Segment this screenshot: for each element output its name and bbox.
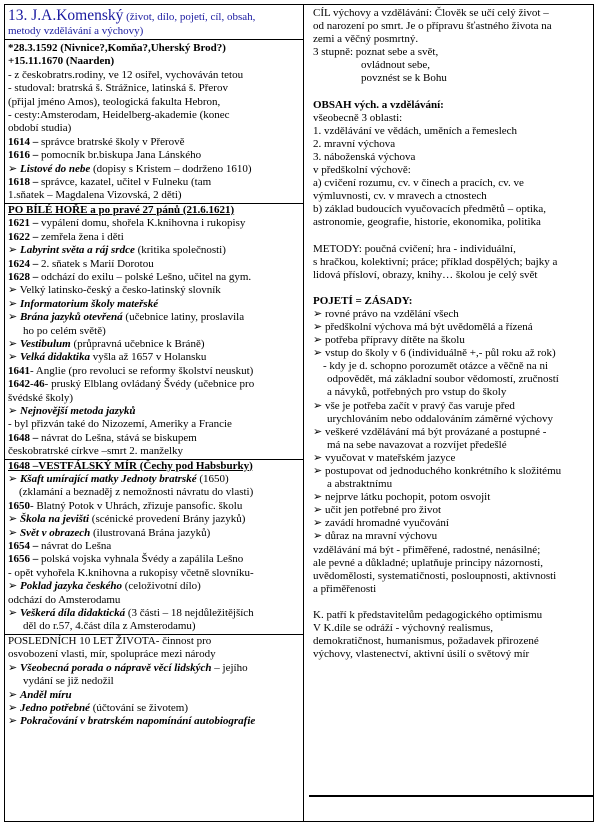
right-line: a abstraktnímu bbox=[327, 478, 393, 491]
bullet-arrow-icon: ➢ bbox=[8, 404, 20, 417]
work-title: Veškerá díla didaktická bbox=[19, 607, 126, 620]
left-line bbox=[5, 527, 303, 540]
right-line: 2. mravní výchova bbox=[313, 137, 396, 150]
right-line: ➢ vše je potřeba začít v pravý čas varuje před bbox=[313, 399, 515, 412]
right-line: POJETÍ = ZÁSADY: bbox=[313, 294, 413, 307]
left-line bbox=[5, 271, 303, 284]
left-line: PO BÍLÉ HOŘE a po pravé 27 pánů (21.6.1621) bbox=[5, 203, 303, 217]
right-line: astronomie, geografie, historie, ekonomika, politika bbox=[313, 216, 541, 229]
work-title: Listové do nebe bbox=[19, 162, 91, 175]
left-line: ➢ Velký latinsko-český a česko-latinský slovník bbox=[8, 284, 221, 297]
left-line bbox=[5, 217, 303, 230]
left-line: - z českobratrs.rodiny, ve 12 osiřel, vychováván tetou bbox=[8, 68, 244, 81]
work-note: (scénické provedení Brány jazyků) bbox=[89, 513, 246, 526]
year: 1648 – bbox=[8, 431, 39, 444]
right-line: ➢ důraz na mravní výchovu bbox=[313, 530, 438, 543]
work-title: Škola na jevišti bbox=[19, 513, 90, 526]
left-line: - cesty:Amsterodam, Heidelberg-akademie (konec bbox=[8, 109, 230, 122]
year: 1641 bbox=[8, 364, 30, 377]
event: - Anglie (pro revoluci se reformy školství neuskut) bbox=[30, 364, 254, 377]
right-line: ➢ rovné právo na vzdělání všech bbox=[313, 307, 459, 320]
work-title: Informatorium školy mateřské bbox=[19, 297, 159, 310]
life-timeline bbox=[5, 40, 303, 729]
left-line bbox=[5, 244, 303, 257]
work-note: (1650) bbox=[196, 473, 229, 485]
bullet-arrow-icon: ➢ bbox=[8, 526, 20, 539]
left-line: českobratrské církve –smrt 2. manželky bbox=[8, 445, 184, 458]
left-line bbox=[5, 689, 303, 702]
left-line bbox=[5, 473, 303, 486]
page-title: 13. J.A.Komenský bbox=[8, 7, 124, 24]
left-line: - opět vyhořela K.knihovna a rukopisy včetně slovníku- bbox=[8, 566, 254, 579]
work-title: Anděl míru bbox=[19, 688, 72, 701]
left-line bbox=[5, 136, 303, 149]
bullet-arrow-icon: ➢ bbox=[8, 297, 20, 310]
right-line: lidová přísloví, obrazy, knihy… školou je celý svět bbox=[313, 268, 538, 281]
year: 1650 bbox=[8, 499, 30, 512]
left-line bbox=[5, 176, 303, 189]
left-line bbox=[5, 540, 303, 553]
work-note: (účtování se životem) bbox=[89, 701, 189, 714]
left-line bbox=[5, 580, 303, 593]
right-column bbox=[309, 5, 593, 821]
right-line bbox=[309, 86, 593, 99]
event: pomocník br.biskupa Jana Lánského bbox=[38, 149, 202, 162]
right-line: OBSAH vých. a vzdělávání: bbox=[313, 98, 444, 111]
event: polská vojska vyhnala Švédy a zapálila Lešno bbox=[38, 553, 244, 566]
left-line bbox=[5, 553, 303, 566]
bullet-arrow-icon: ➢ bbox=[8, 701, 20, 714]
left-line: osvobození vlasti, mír, spolupráce mezi národy bbox=[8, 648, 216, 661]
right-line: všeobecně 3 oblasti: bbox=[313, 111, 403, 124]
left-line: - byl přizván také do Nizozemí, Ameriky a Francie bbox=[8, 418, 232, 431]
work-title: Poklad jazyka českého bbox=[19, 580, 123, 593]
right-line: V K.díle se odráží - výchovný realismus, bbox=[313, 622, 494, 635]
year: 1621 – bbox=[8, 217, 39, 230]
left-line bbox=[5, 231, 303, 244]
event: vypálení domu, shořela K.knihovna i rukopisy bbox=[38, 217, 246, 230]
left-line: POSLEDNÍCH 10 LET ŽIVOTA- činnost pro bbox=[5, 634, 303, 648]
left-line: *28.3.1592 (Nivnice?,Komňa?,Uherský Brod?) bbox=[8, 42, 226, 54]
left-line bbox=[5, 662, 303, 675]
left-line: (přijal jméno Amos), teologická fakulta Hebron, bbox=[8, 95, 221, 108]
left-line bbox=[5, 163, 303, 176]
work-note: (3 části – 18 nejdůležitějších bbox=[125, 607, 254, 620]
event: návrat do Lešna, stává se biskupem bbox=[38, 431, 197, 444]
year: 1622 – bbox=[8, 230, 39, 243]
work-note: (ilustrovaná Brána jazyků) bbox=[90, 526, 211, 539]
bullet-arrow-icon: ➢ bbox=[8, 337, 20, 350]
left-line bbox=[5, 298, 303, 311]
right-line: demokratičnost, humanismus, požadavek přirozené bbox=[313, 635, 539, 648]
work-title: Jedno potřebné bbox=[19, 701, 90, 714]
left-line: děl do r.57, 4.část díla z Amsterodamu) bbox=[23, 620, 196, 633]
right-line: a přiměřenosti bbox=[313, 582, 377, 595]
year: 1614 – bbox=[8, 135, 39, 148]
work-note: (učebnice latiny, proslavila bbox=[122, 311, 245, 324]
work-note: (kritika společnosti) bbox=[134, 244, 226, 257]
right-line: uvědomělosti, systematičnosti, posloupnosti, aktivnosti bbox=[313, 569, 557, 582]
page-subtitle-2: metody vzdělávání a výchovy) bbox=[8, 25, 144, 37]
right-line: ➢ vstup do školy v 6 (individuálně +,- půl roku až rok) bbox=[313, 347, 556, 360]
event: odchází do exilu – polské Lešno, učitel na gym. bbox=[38, 270, 252, 283]
right-line: ➢ potřeba přípravy dítěte na školu bbox=[313, 334, 465, 347]
right-line bbox=[309, 596, 593, 609]
left-line bbox=[5, 607, 303, 620]
work-note: (dopisy s Kristem – dodrženo 1610) bbox=[90, 162, 252, 175]
left-line: období studia) bbox=[8, 122, 72, 135]
year: 1656 – bbox=[8, 553, 39, 566]
right-line: ➢ předškolní výchova má být uvědomělá a řízená bbox=[313, 320, 533, 333]
right-line: a návyků, potřebných pro vstup do školy bbox=[327, 386, 507, 399]
left-line bbox=[5, 715, 303, 728]
left-line: +15.11.1670 (Naarden) bbox=[8, 55, 115, 68]
work-title: Všeobecná porada o nápravě věcí lidských bbox=[19, 661, 212, 674]
bullet-arrow-icon: ➢ bbox=[8, 351, 20, 364]
event: správce, kazatel, učitel v Fulneku (tam bbox=[38, 176, 212, 189]
education-notes bbox=[309, 5, 593, 661]
right-line: ➢ postupovat od jednoduchého konkrétního k složitému bbox=[313, 465, 562, 477]
right-line: 3. náboženská výchova bbox=[313, 150, 416, 163]
event: 2. sňatek s Marií Dorotou bbox=[38, 257, 154, 270]
right-line: urychlováním nebo oddalováním záměrné výchovy bbox=[327, 412, 554, 425]
work-title: Velká didaktika bbox=[19, 351, 90, 364]
left-line: - studoval: bratrská š. Strážnice, latinská š. Přerov bbox=[8, 82, 228, 95]
right-line: a) cvičení rozumu, cv. v činech a pracích, cv. ve bbox=[313, 177, 524, 190]
right-line: výchovy, vlastenectví, aktivní úsilí o světový mír bbox=[313, 648, 530, 661]
work-title: Kšaft umírající matky Jednoty bratrské bbox=[19, 473, 197, 485]
left-column bbox=[5, 5, 304, 821]
bullet-arrow-icon: ➢ bbox=[8, 513, 20, 526]
bullet-arrow-icon: ➢ bbox=[8, 244, 20, 257]
right-line bbox=[309, 282, 593, 295]
right-line: vzdělávání má být - přiměřené, radostné, nenásilné; bbox=[313, 543, 541, 556]
right-line: odpovědět, má základní soubor vědomostí, zručností bbox=[327, 373, 559, 386]
left-line bbox=[5, 702, 303, 715]
event: - Blatný Potok v Uhrách, zřizuje pansofic. školu bbox=[30, 499, 243, 512]
work-title: Pokračování v bratrském napomínání autobiografie bbox=[19, 715, 256, 728]
right-line: ➢ veškeré vzdělávání má být provázané a postupné - bbox=[313, 425, 547, 438]
right-line: má na sebe navazovat a rozvíjet předešlé bbox=[327, 438, 507, 451]
bullet-arrow-icon: ➢ bbox=[8, 688, 20, 701]
year: 1624 – bbox=[8, 257, 39, 270]
bullet-arrow-icon: ➢ bbox=[8, 311, 20, 324]
work-title: Brána jazyků otevřená bbox=[19, 311, 123, 324]
year: 1642-46 bbox=[8, 378, 45, 391]
event: správce bratrské školy v Přerově bbox=[38, 135, 185, 148]
work-title: Nejnovější metoda jazyků bbox=[19, 404, 136, 417]
work-title: Vestibulum bbox=[19, 337, 71, 350]
bullet-arrow-icon: ➢ bbox=[8, 607, 20, 620]
right-line: ➢ vyučovat v mateřském jazyce bbox=[313, 451, 456, 464]
document-page bbox=[4, 4, 594, 822]
right-line: ➢ nejprve látku pochopit, potom osvojit bbox=[313, 491, 491, 504]
left-line bbox=[5, 365, 303, 378]
right-line: s hračkou, kolektivní; práce; příklad dospělých; bajky a bbox=[313, 255, 558, 268]
left-line bbox=[5, 500, 303, 513]
work-note: vyšla až 1657 v Holansku bbox=[89, 351, 207, 364]
right-line bbox=[309, 230, 593, 243]
work-note: (celoživotní dílo) bbox=[122, 580, 201, 593]
column-end-rule bbox=[309, 795, 593, 797]
bullet-arrow-icon: ➢ bbox=[8, 162, 20, 175]
event: - pruský Elblang ovládaný Švédy (učebnice pro bbox=[44, 378, 255, 391]
right-line: ale pevné a důkladné; uplatňuje principy názornosti, bbox=[313, 556, 544, 569]
left-line: 1.sňatek – Magdalena Vizovská, 2 děti) bbox=[8, 189, 182, 202]
year: 1654 – bbox=[8, 540, 39, 553]
right-line: ➢ učit jen potřebné pro život bbox=[313, 504, 442, 517]
left-line bbox=[5, 311, 303, 324]
left-line bbox=[5, 338, 303, 351]
right-line: od narození po smrt. Je o přípravu šťastného života na bbox=[313, 20, 552, 33]
left-line: švédské školy) bbox=[8, 391, 74, 404]
left-line: ho po celém světě) bbox=[23, 324, 106, 337]
left-line: vydání se již nedožil bbox=[23, 675, 114, 688]
left-line bbox=[5, 351, 303, 364]
work-note: – jejího bbox=[211, 661, 248, 674]
left-line bbox=[5, 378, 303, 391]
year: 1628 – bbox=[8, 270, 39, 283]
left-line: (zklamání a beznaděj z nemožnosti návratu do vlasti) bbox=[19, 486, 254, 499]
left-line bbox=[5, 513, 303, 526]
left-line bbox=[5, 432, 303, 445]
right-line: v předškolní výchově: bbox=[313, 164, 411, 177]
bullet-arrow-icon: ➢ bbox=[8, 473, 20, 485]
bullet-arrow-icon: ➢ bbox=[8, 580, 20, 593]
left-line: 1648 –VESTFÁLSKÝ MÍR (Čechy pod Habsburky) bbox=[5, 459, 303, 473]
right-line: povznést se k Bohu bbox=[361, 72, 447, 85]
bullet-arrow-icon: ➢ bbox=[8, 715, 20, 728]
work-title: Labyrint světa a ráj srdce bbox=[19, 244, 135, 257]
left-line bbox=[5, 405, 303, 418]
right-line: ➢ zavádí hromadné vyučování bbox=[313, 517, 449, 530]
event: návrat do Lešna bbox=[38, 540, 112, 553]
left-line: odchází do Amsterodamu bbox=[8, 593, 121, 606]
right-line: 3 stupně: poznat sebe a svět, bbox=[313, 46, 439, 59]
right-line: výmluvnosti, cv. v mravech a ctnostech bbox=[313, 190, 487, 203]
right-line: 1. vzdělávání ve vědách, uměních a řemeslech bbox=[313, 124, 518, 137]
event: zemřela žena i děti bbox=[38, 230, 124, 243]
year: 1616 – bbox=[8, 149, 39, 162]
page-subtitle: (život, dílo, pojetí, cíl, obsah, bbox=[123, 11, 256, 23]
bullet-arrow-icon: ➢ bbox=[8, 661, 20, 674]
right-line: METODY: poučná cvičení; hra - individuální, bbox=[313, 242, 516, 255]
right-line: - kdy je d. schopno porozumět otázce a věčně na ni bbox=[323, 360, 549, 373]
left-line bbox=[5, 149, 303, 162]
left-line bbox=[5, 258, 303, 271]
right-line: ovládnout sebe, bbox=[361, 59, 431, 72]
work-note: (průpravná učebnice k Bráně) bbox=[70, 337, 205, 350]
right-line: K. patří k představitelům pedagogického optimismu bbox=[313, 608, 543, 621]
right-line: CÍL výchovy a vzdělávání: Člověk se učí celý život – bbox=[313, 7, 549, 19]
right-line: b) základ budoucích vyučovacích předmětů – optika, bbox=[313, 203, 547, 216]
right-line: zemi a věčný posmrtný. bbox=[313, 33, 419, 46]
year: 1618 – bbox=[8, 176, 39, 189]
title-box bbox=[5, 5, 303, 40]
work-title: Svět v obrazech bbox=[19, 526, 91, 539]
